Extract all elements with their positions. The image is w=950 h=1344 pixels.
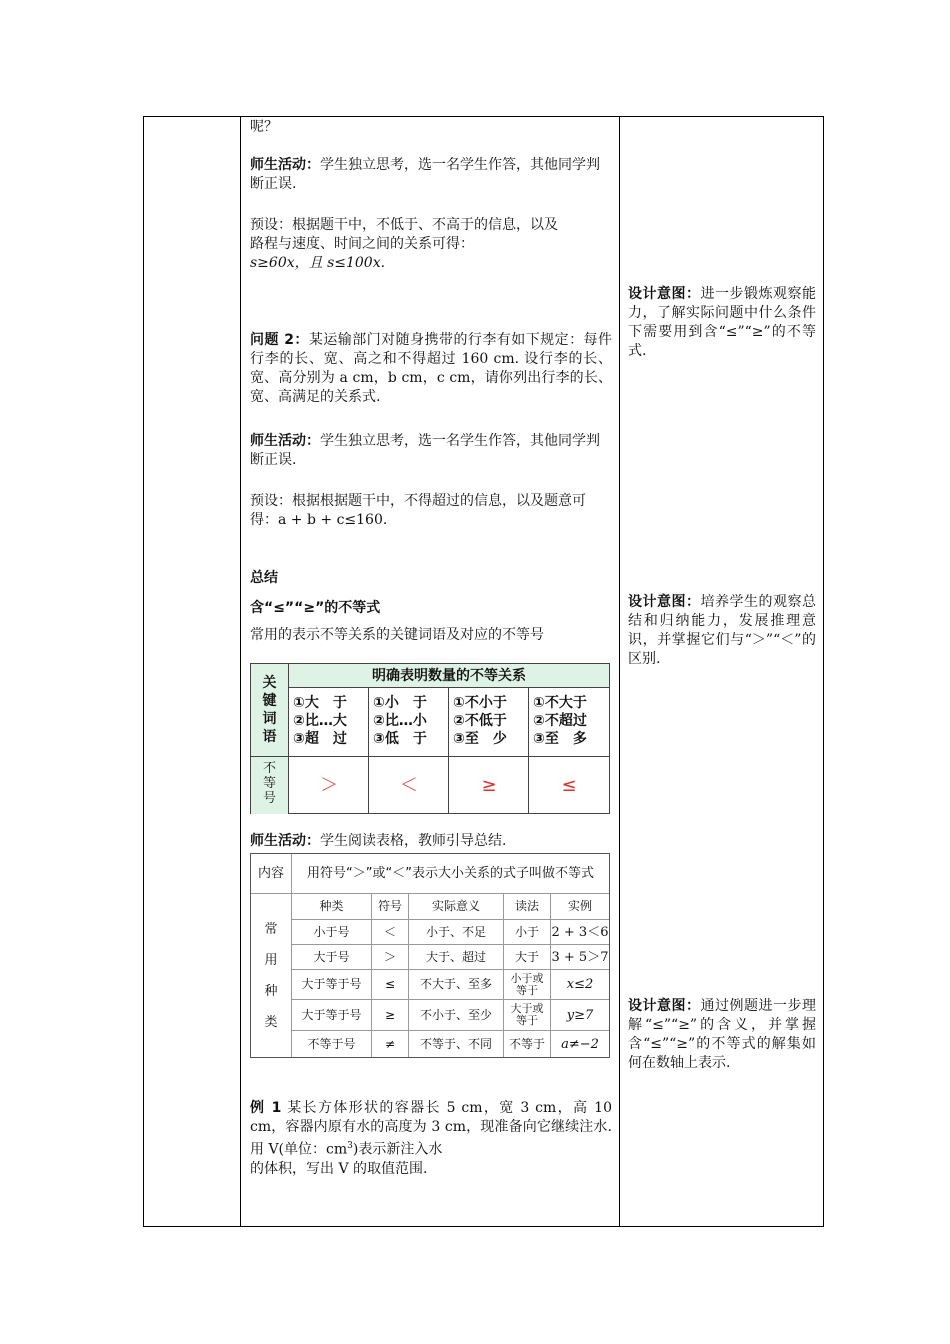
table-row: ≠ [372, 1031, 409, 1057]
table-row: 不小于、至少 [409, 1000, 504, 1031]
symbol-less-equal: ≤ [561, 775, 577, 796]
table-row: 大于或等于 [504, 1000, 551, 1031]
keyword-cell-not-greater: ①不大于 ②不超过 ③至 多 [529, 688, 609, 757]
table-row: ＞ [372, 945, 409, 970]
table-row: 小于 [504, 920, 551, 945]
symbol-greater-equal: ≥ [481, 775, 497, 796]
keyword-cell-not-less: ①不小于 ②不低于 ③至 少 [449, 688, 529, 757]
question-2: 问题 2：某运输部门对随身携带的行李有如下规定：每件行李的长、宽、高之和不得超过 160 cm. 设行李的长、宽、高分别为 a cm，b cm，c cm，请你列出行李的长、宽、高满足的关系式. [250, 332, 612, 405]
table-row: 不等于 [504, 1031, 551, 1057]
paragraph-ne: 呢？ [250, 119, 278, 135]
keyword-cell-greater: ①大 于 ②比…大 ③超 过 [289, 688, 369, 757]
table-row: 2 + 3＜6 [551, 920, 609, 945]
table-row: ＜ [372, 920, 409, 945]
table-row: 小于、不足 [409, 920, 504, 945]
row-header-keywords: 关键词语 [251, 664, 289, 757]
keyword-inequality-table [250, 663, 610, 814]
table-row: ≥ [372, 1000, 409, 1031]
col-header-type: 种类 [292, 894, 372, 920]
design-intent-1: 设计意图：进一步锻炼观察能力，了解实际问题中什么条件下需要用到含“≤”“≥”的不等式. [628, 286, 816, 359]
table-row: 不大于、至多 [409, 970, 504, 1000]
table-row: 小于或等于 [504, 970, 551, 1000]
table-row: 不等于、不同 [409, 1031, 504, 1057]
keyword-cell-less: ①小 于 ②比…小 ③低 于 [369, 688, 449, 757]
col-header-symbol: 符号 [372, 894, 409, 920]
symbol-less: ＜ [400, 775, 418, 796]
summary-description: 常用的表示不等关系的关键词语及对应的不等号 [250, 627, 544, 643]
table-row: y≥7 [551, 1000, 609, 1031]
preset-1: 预设：根据题干中，不低于、不高于的信息，以及 路程与速度、时间之间的关系可得： s≥60x，且 s≤100x. [250, 217, 558, 271]
row-header-symbols: 不等号 [251, 757, 289, 814]
inequality-definition: 用符号“＞”或“＜”表示大小关系的式子叫做不等式 [292, 854, 609, 894]
table-row: 大于等于号 [292, 1000, 372, 1031]
table1-header: 明确表明数量的不等关系 [289, 664, 609, 688]
table-row: 3 + 5＞7 [551, 945, 609, 970]
column-divider-1 [240, 116, 241, 1227]
example-1: 例 1 某长方体形状的容器长 5 cm，宽 3 cm，高 10 cm，容器内原有水的高度为 3 cm，现准备向它继续注水.用 V(单位：$cm^3$)表示新注入水 的体积，写出 V 的取值范围. [250, 1100, 612, 1177]
summary-title: 总结 [250, 570, 278, 586]
table-row: 大于等于号 [292, 970, 372, 1000]
symbol-greater: ＞ [320, 775, 338, 796]
table-row: x≤2 [551, 970, 609, 1000]
table-row: 大于 [504, 945, 551, 970]
design-intent-3: 设计意图：通过例题进一步理解“≤”“≥”的含义，并掌握含“≤”“≥”的不等式的解集如何在数轴上表示. [628, 998, 816, 1071]
teacher-student-activity-2: 师生活动：学生独立思考，选一名学生作答，其他同学判断正误. [250, 433, 600, 468]
teacher-student-activity-1: 师生活动：学生独立思考，选一名学生作答，其他同学判断正误. [250, 157, 600, 192]
table1-divider [448, 688, 449, 814]
table-row: 大于号 [292, 945, 372, 970]
table1-divider [528, 688, 529, 814]
column-divider-2 [619, 116, 620, 1227]
teacher-student-activity-3: 师生活动：学生阅读表格，教师引导总结. [250, 833, 507, 849]
summary-subtitle: 含“≤”“≥”的不等式 [250, 600, 381, 616]
table-row: 小于号 [292, 920, 372, 945]
col-header-example: 实例 [551, 894, 609, 920]
preset-2: 预设：根据根据题干中，不得超过的信息，以及题意可得：a + b + c≤160. [250, 493, 586, 528]
table1-divider [368, 688, 369, 814]
table-row: 不等于号 [292, 1031, 372, 1057]
inequality-types-table [250, 853, 610, 1058]
common-types-label: 常 用 种 类 [251, 894, 292, 1057]
col-header-meaning: 实际意义 [409, 894, 504, 920]
table-row: 大于、超过 [409, 945, 504, 970]
col-header-reading: 读法 [504, 894, 551, 920]
table-row: a≠−2 [561, 1036, 599, 1052]
design-intent-2: 设计意图：培养学生的观察总结和归纳能力，发展推理意识，并掌握它们与“＞”“＜”的区别. [628, 594, 816, 667]
content-label: 内容 [251, 854, 292, 894]
table-row: ≤ [372, 970, 409, 1000]
